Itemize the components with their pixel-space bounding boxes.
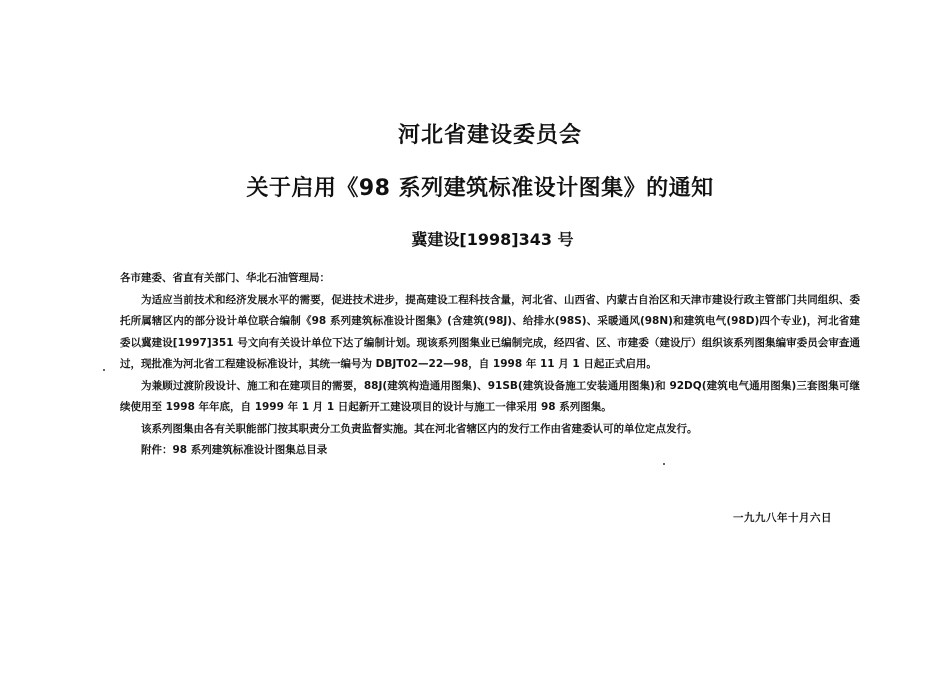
salutation: 各市建委、省直有关部门、华北石油管理局： (120, 272, 330, 284)
notice-title: 关于启用《98 系列建筑标准设计图集》的通知 (246, 176, 714, 201)
paragraph-transition: 为兼顾过渡阶段设计、施工和在建项目的需要，88J(建筑构造通用图集)、91SB(建筑设备施工安装通用图集)和 92DQ(建筑电气通用图集)三套图集可继续使用至 1998 年年底，自 1999 年 1 月 1 日起新开工建设项目的设计与施工一律采用 98 系列图集。 (120, 379, 860, 413)
notice-body (120, 268, 860, 462)
issuer-title: 河北省建设委员会 (397, 123, 582, 148)
scan-speck (663, 463, 665, 465)
paragraph-supervision: 该系列图集由各有关职能部门按其职责分工负责监督实施。其在河北省辖区内的发行工作由省建委认可的单位定点发行。 (141, 422, 698, 435)
scan-speck (103, 369, 105, 371)
issue-date: 一九九八年十月六日 (733, 512, 832, 524)
paragraph-approval: 为适应当前技术和经济发展水平的需要，促进技术进步，提高建设工程科技含量，河北省、山西省、内蒙古自治区和天津市建设行政主管部门共同组织、委托所属辖区内的部分设计单位联合编制《98 系列建筑标准设计图集》(含建筑(98J)、给排水(98S)、采暖通风(98N)和建筑电气(98D)四个专业)，河北省建委以冀建设[1997]351 号文向有关设计单位下达了编制计划。现该系列图集业已编制完成，经四省、区、市建委（建设厅）组织该系列图集编审委员会审查通过，现批准为河北省工程建设标准设计，其统一编号为 DBJT02—22—98，自 1998 年 11 月 1 日起正式启用。 (120, 293, 860, 370)
attachment-line: 附件：98 系列建筑标准设计图集总目录 (141, 444, 328, 456)
document-number: 冀建设[1998]343 号 (411, 230, 574, 249)
